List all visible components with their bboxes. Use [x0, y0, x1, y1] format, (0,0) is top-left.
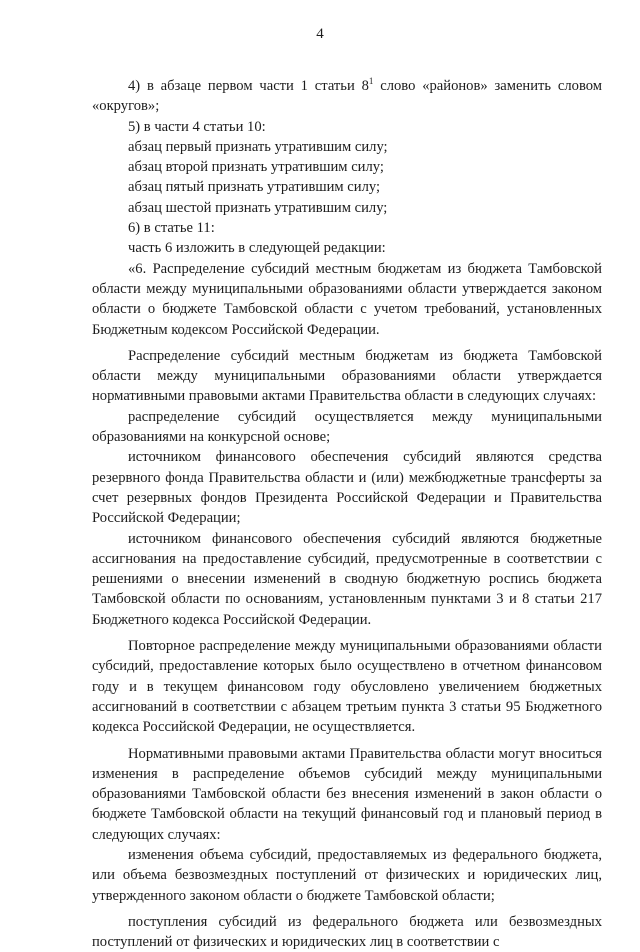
paragraph-item-6: 6) в статье 11:	[128, 220, 215, 237]
paragraph: распределение субсидий осуществляется между муниципальными образованиями на конкурсной основе;	[92, 408, 602, 446]
superscript: 1	[368, 76, 374, 87]
paragraph: Повторное распределение между муниципальными образованиями области субсидий, предоставление которых было осуществлено в отчетном финансовом году и в текущем финансовом году обусловлено увеличением бюджетных ассигнований в соответствии с абзацем третьим пункта 3 статьи 95 Бюджетного кодекса Российской Федерации, не осуществляется.	[92, 638, 602, 736]
paragraph: абзац второй признать утратившим силу;	[128, 159, 384, 176]
paragraph: часть 6 изложить в следующей редакции:	[128, 240, 386, 257]
paragraph-item-5: 5) в части 4 статьи 10:	[128, 118, 266, 135]
paragraph: источником финансового обеспечения субсидий являются бюджетные ассигнования на предоставление субсидий, предусмотренные в соответствии с решениями о внесении изменений в сводную бюджетную роспись бюджета Тамбовской области по основаниям, установленным пунктами 3 и 8 статьи 217 Бюджетного кодекса Российской Федерации.	[92, 530, 602, 628]
paragraph: Нормативными правовыми актами Правительства области могут вноситься изменения в распределение объемов субсидий между муниципальными образованиями Тамбовской области без внесения изменений в закон области о бюджете Тамбовской области на текущий финансовый год и плановый период в следующих случаях:	[92, 745, 602, 843]
page-number: 4	[316, 26, 324, 42]
paragraph: поступления субсидий из федерального бюджета или безвозмездных поступлений от физических и юридических лиц в соответствии с	[92, 913, 602, 951]
paragraph: абзац пятый признать утратившим силу;	[128, 179, 381, 196]
paragraph: источником финансового обеспечения субсидий являются средства резервного фонда Правительства области и (или) межбюджетные трансферты за счет резервных фондов Президента Российской Федерации и Правительства Российской Федерации;	[92, 449, 602, 527]
paragraph: абзац первый признать утратившим силу;	[128, 138, 388, 155]
paragraph: Распределение субсидий местным бюджетам из бюджета Тамбовской области между муниципальными образованиями области утверждается нормативными правовыми актами Правительства области в следующих случаях:	[92, 347, 602, 405]
paragraph: абзац шестой признать утратившим силу;	[128, 199, 388, 216]
document-body	[92, 76, 602, 952]
paragraph-quote-start: «6. Распределение субсидий местным бюджетам из бюджета Тамбовской области между муниципальными образованиями области утверждается законом области о бюджете Тамбовской области с учетом требований, установленных Бюджетным кодексом Российской Федерации.	[92, 260, 602, 338]
paragraph-item-4: 4) в абзаце первом части 1 статьи $8^1$ слово «районов» заменить словом «округов»;	[92, 76, 603, 115]
paragraph: изменения объема субсидий, предоставляемых из федерального бюджета, или объема безвозмездных поступлений от физических и юридических лиц, утвержденного законом области о бюджете Тамбовской области;	[92, 846, 602, 904]
